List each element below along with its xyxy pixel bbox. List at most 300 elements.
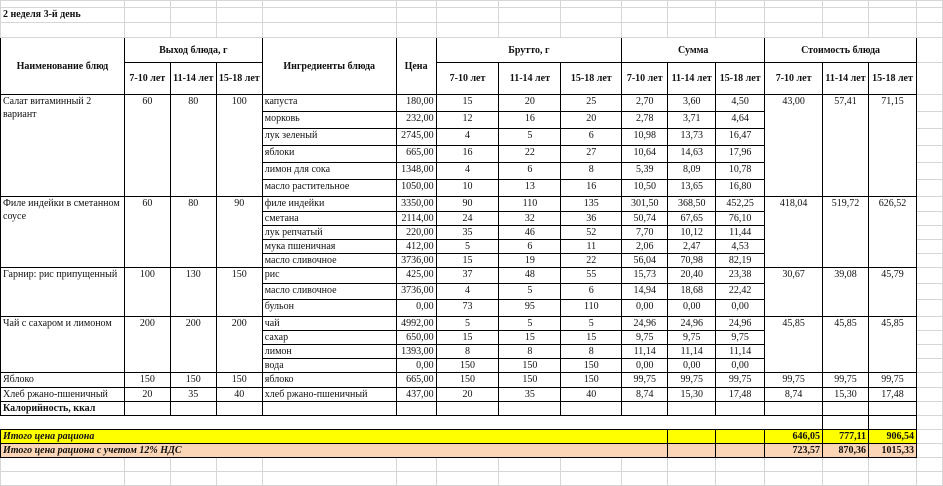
grid-cell xyxy=(869,1,917,8)
calories-cell[interactable] xyxy=(262,402,396,416)
ingredient-sum[interactable]: 10,50 xyxy=(622,180,668,197)
dish-yield[interactable]: 40 xyxy=(216,388,262,402)
ingredient-sum[interactable]: 10,64 xyxy=(622,146,668,163)
ingredient-price[interactable]: 2745,00 xyxy=(396,129,436,146)
ingredient-sum[interactable]: 13,73 xyxy=(668,129,716,146)
ingredient-price[interactable]: 3350,00 xyxy=(396,197,436,212)
ingredient-sum[interactable]: 17,96 xyxy=(716,146,765,163)
grid-cell xyxy=(216,8,262,23)
total-row-cell[interactable] xyxy=(716,430,765,444)
ingredient-brutto[interactable]: 12 xyxy=(436,112,499,129)
ingredient-brutto[interactable]: 11 xyxy=(561,240,622,254)
ingredient-brutto[interactable]: 8 xyxy=(436,345,499,359)
ingredient-price[interactable]: 1348,00 xyxy=(396,163,436,180)
ingredient-sum[interactable]: 13,65 xyxy=(668,180,716,197)
ingredient-sum[interactable]: 14,63 xyxy=(668,146,716,163)
ingredient-sum[interactable]: 5,39 xyxy=(622,163,668,180)
ingredient-brutto[interactable]: 5 xyxy=(499,129,561,146)
ingredient-name[interactable]: чай xyxy=(262,317,396,331)
ingredient-brutto[interactable]: 24 xyxy=(436,212,499,226)
ingredient-name[interactable]: лимон для сока xyxy=(262,163,396,180)
header-yield-age-1[interactable]: 11-14 лет xyxy=(170,63,216,95)
ingredient-name[interactable]: вода xyxy=(262,359,396,373)
dish-yield[interactable]: 80 xyxy=(170,197,216,268)
ingredient-brutto[interactable]: 150 xyxy=(561,373,622,388)
ingredient-price[interactable]: 220,00 xyxy=(396,226,436,240)
ingredient-name[interactable]: лук репчатый xyxy=(262,226,396,240)
total-row xyxy=(1,430,943,444)
ingredient-sum[interactable]: 452,25 xyxy=(716,197,765,212)
calories-cell[interactable] xyxy=(823,402,869,416)
ingredient-sum[interactable]: 301,50 xyxy=(622,197,668,212)
ingredient-price[interactable]: 1050,00 xyxy=(396,180,436,197)
grid-cell xyxy=(1,472,125,486)
dish-cost[interactable]: 43,00 xyxy=(765,95,823,197)
dish-cost[interactable]: 45,85 xyxy=(869,317,917,373)
ingredient-price[interactable]: 0,00 xyxy=(396,359,436,373)
ingredient-sum[interactable]: 3,71 xyxy=(668,112,716,129)
ingredient-sum[interactable]: 3,60 xyxy=(668,95,716,112)
total-vat-row-value[interactable]: 1015,33 xyxy=(869,444,917,458)
ingredient-sum[interactable]: 10,78 xyxy=(716,163,765,180)
ingredient-name[interactable]: хлеб ржано-пшеничный xyxy=(262,388,396,402)
ingredient-sum[interactable]: 7,70 xyxy=(622,226,668,240)
ingredient-brutto[interactable]: 22 xyxy=(499,146,561,163)
grid-cell xyxy=(917,472,943,486)
ingredient-brutto[interactable]: 13 xyxy=(499,180,561,197)
grid-cell xyxy=(917,359,943,373)
grid-cell xyxy=(917,63,943,95)
header-yield-age-2[interactable]: 15-18 лет xyxy=(216,63,262,95)
dish-name[interactable]: Чай с сахаром и лимоном xyxy=(1,317,125,373)
ingredient-brutto[interactable]: 8 xyxy=(499,345,561,359)
grid-cell xyxy=(869,472,917,486)
grid-cell xyxy=(499,8,561,23)
ingredient-name[interactable]: рис xyxy=(262,268,396,284)
calories-cell[interactable] xyxy=(396,402,436,416)
ingredient-sum[interactable]: 76,10 xyxy=(716,212,765,226)
ingredient-name[interactable]: лимон xyxy=(262,345,396,359)
ingredient-brutto[interactable]: 110 xyxy=(499,197,561,212)
ingredient-sum[interactable]: 16,47 xyxy=(716,129,765,146)
ingredient-brutto[interactable]: 4 xyxy=(436,284,499,300)
ingredient-brutto[interactable]: 150 xyxy=(499,359,561,373)
total-row-label[interactable]: Итого цена рациона xyxy=(1,430,668,444)
ingredient-sum[interactable]: 2,70 xyxy=(622,95,668,112)
ingredient-sum[interactable]: 11,44 xyxy=(716,226,765,240)
dish-yield[interactable]: 100 xyxy=(124,268,170,317)
ingredient-sum[interactable]: 9,75 xyxy=(668,331,716,345)
ingredient-brutto[interactable]: 90 xyxy=(436,197,499,212)
total-vat-row-cell[interactable] xyxy=(668,444,716,458)
ingredient-sum[interactable]: 56,04 xyxy=(622,254,668,268)
dish-name[interactable]: Яблоко xyxy=(1,373,125,388)
ingredient-sum[interactable]: 50,74 xyxy=(622,212,668,226)
ingredient-brutto[interactable]: 5 xyxy=(436,317,499,331)
grid-cell xyxy=(262,1,396,8)
header-ingredients[interactable]: Ингредиенты блюда xyxy=(262,38,396,95)
table-row xyxy=(1,373,943,388)
dish-cost[interactable]: 8,74 xyxy=(765,388,823,402)
dish-yield[interactable]: 35 xyxy=(170,388,216,402)
ingredient-brutto[interactable]: 6 xyxy=(499,163,561,180)
ingredient-name[interactable]: филе индейки xyxy=(262,197,396,212)
ingredient-price[interactable]: 1393,00 xyxy=(396,345,436,359)
ingredient-sum[interactable]: 2,06 xyxy=(622,240,668,254)
dish-yield[interactable]: 150 xyxy=(216,373,262,388)
grid-cell xyxy=(765,8,823,23)
grid-cell xyxy=(917,331,943,345)
header-sum-age-1[interactable]: 11-14 лет xyxy=(668,63,716,95)
ingredient-name[interactable]: масло растительное xyxy=(262,180,396,197)
ingredient-price[interactable]: 425,00 xyxy=(396,268,436,284)
ingredient-name[interactable]: мука пшеничная xyxy=(262,240,396,254)
header-cost-age-0[interactable]: 7-10 лет xyxy=(765,63,823,95)
dish-yield[interactable]: 200 xyxy=(124,317,170,373)
ingredient-brutto[interactable]: 55 xyxy=(561,268,622,284)
ingredient-brutto[interactable]: 135 xyxy=(561,197,622,212)
grid-cell xyxy=(917,345,943,359)
grid-cell xyxy=(216,23,262,38)
ingredient-brutto[interactable]: 5 xyxy=(499,284,561,300)
ingredient-sum[interactable]: 2,47 xyxy=(668,240,716,254)
calories-cell[interactable] xyxy=(499,402,561,416)
ingredient-sum[interactable]: 15,73 xyxy=(622,268,668,284)
ingredient-sum[interactable]: 0,00 xyxy=(668,359,716,373)
calories-cell[interactable] xyxy=(124,402,170,416)
ingredient-brutto[interactable]: 15 xyxy=(436,254,499,268)
dish-cost[interactable]: 57,41 xyxy=(823,95,869,197)
ingredient-brutto[interactable]: 5 xyxy=(499,317,561,331)
blank-cell xyxy=(823,416,869,430)
ingredient-price[interactable]: 665,00 xyxy=(396,146,436,163)
ingredient-sum[interactable]: 22,42 xyxy=(716,284,765,300)
dish-cost[interactable]: 45,79 xyxy=(869,268,917,317)
dish-cost[interactable]: 99,75 xyxy=(823,373,869,388)
ingredient-price[interactable]: 665,00 xyxy=(396,373,436,388)
ingredient-sum[interactable]: 10,98 xyxy=(622,129,668,146)
ingredient-name[interactable]: яблоки xyxy=(262,146,396,163)
header-cost[interactable]: Стоимость блюда xyxy=(765,38,917,63)
ingredient-brutto[interactable]: 15 xyxy=(561,331,622,345)
ingredient-brutto[interactable]: 150 xyxy=(436,373,499,388)
ingredient-brutto[interactable]: 73 xyxy=(436,300,499,317)
ingredient-sum[interactable]: 0,00 xyxy=(716,359,765,373)
header-dish-name[interactable]: Наименование блюд xyxy=(1,38,125,95)
ingredient-sum[interactable]: 11,14 xyxy=(668,345,716,359)
dish-yield[interactable]: 60 xyxy=(124,95,170,197)
sheet-title[interactable]: 2 неделя 3-й день xyxy=(1,8,125,23)
ingredient-name[interactable]: лук зеленый xyxy=(262,129,396,146)
ingredient-sum[interactable]: 15,30 xyxy=(668,388,716,402)
grid-cell xyxy=(917,317,943,331)
grid-cell xyxy=(124,1,170,8)
ingredient-brutto[interactable]: 20 xyxy=(499,95,561,112)
ingredient-brutto[interactable]: 150 xyxy=(499,373,561,388)
total-vat-row-label[interactable]: Итого цена рациона с учетом 12% НДС xyxy=(1,444,668,458)
dish-cost[interactable]: 30,67 xyxy=(765,268,823,317)
ingredient-brutto[interactable]: 4 xyxy=(436,163,499,180)
ingredient-brutto[interactable]: 15 xyxy=(436,331,499,345)
ingredient-sum[interactable]: 17,48 xyxy=(716,388,765,402)
grid-cell xyxy=(823,8,869,23)
ingredient-brutto[interactable]: 16 xyxy=(436,146,499,163)
dish-yield[interactable]: 150 xyxy=(124,373,170,388)
dish-cost[interactable]: 519,72 xyxy=(823,197,869,268)
grid-cell xyxy=(917,226,943,240)
calories-cell[interactable] xyxy=(170,402,216,416)
header-yield-age-0[interactable]: 7-10 лет xyxy=(124,63,170,95)
calories-label[interactable]: Калорийность, ккал xyxy=(1,402,125,416)
ingredient-brutto[interactable]: 19 xyxy=(499,254,561,268)
ingredient-sum[interactable]: 4,53 xyxy=(716,240,765,254)
ingredient-name[interactable]: масло сливочное xyxy=(262,284,396,300)
ingredient-name[interactable]: масло сливочное xyxy=(262,254,396,268)
calories-cell[interactable] xyxy=(668,402,716,416)
grid-cell xyxy=(1,23,125,38)
ingredient-brutto[interactable]: 40 xyxy=(561,388,622,402)
dish-yield[interactable]: 60 xyxy=(124,197,170,268)
ingredient-name[interactable]: капуста xyxy=(262,95,396,112)
header-cost-age-2[interactable]: 15-18 лет xyxy=(869,63,917,95)
grid-cell xyxy=(436,8,499,23)
ingredient-sum[interactable]: 20,40 xyxy=(668,268,716,284)
dish-cost[interactable]: 418,04 xyxy=(765,197,823,268)
ingredient-sum[interactable]: 2,78 xyxy=(622,112,668,129)
grid-cell xyxy=(170,23,216,38)
calories-cell[interactable] xyxy=(216,402,262,416)
header-row-1 xyxy=(1,38,943,63)
header-brutto[interactable]: Брутто, г xyxy=(436,38,622,63)
ingredient-sum[interactable]: 368,50 xyxy=(668,197,716,212)
ingredient-brutto[interactable]: 32 xyxy=(499,212,561,226)
dish-yield[interactable]: 200 xyxy=(170,317,216,373)
ingredient-price[interactable]: 412,00 xyxy=(396,240,436,254)
dish-name[interactable]: Филе индейки в сметанном соусе xyxy=(1,197,125,268)
grid-cell xyxy=(917,268,943,284)
ingredient-price[interactable]: 437,00 xyxy=(396,388,436,402)
grid-cell xyxy=(765,472,823,486)
ingredient-sum[interactable]: 67,65 xyxy=(668,212,716,226)
header-row-2 xyxy=(1,63,943,95)
ingredient-sum[interactable]: 0,00 xyxy=(668,300,716,317)
ingredient-price[interactable]: 650,00 xyxy=(396,331,436,345)
ingredient-name[interactable]: сметана xyxy=(262,212,396,226)
dish-name[interactable]: Гарнир: рис припущенный xyxy=(1,268,125,317)
ingredient-sum[interactable]: 24,96 xyxy=(668,317,716,331)
dish-yield[interactable]: 90 xyxy=(216,197,262,268)
dish-cost[interactable]: 71,15 xyxy=(869,95,917,197)
dish-yield[interactable]: 200 xyxy=(216,317,262,373)
ingredient-sum[interactable]: 82,19 xyxy=(716,254,765,268)
dish-yield[interactable]: 100 xyxy=(216,95,262,197)
ingredient-brutto[interactable]: 150 xyxy=(561,359,622,373)
ingredient-brutto[interactable]: 95 xyxy=(499,300,561,317)
header-price[interactable]: Цена xyxy=(396,38,436,95)
grid-cell xyxy=(917,146,943,163)
ingredient-brutto[interactable]: 52 xyxy=(561,226,622,240)
ingredient-sum[interactable]: 11,14 xyxy=(622,345,668,359)
grid-cell xyxy=(499,1,561,8)
header-yield[interactable]: Выход блюда, г xyxy=(124,38,262,63)
grid-cell xyxy=(917,416,943,430)
calories-cell[interactable] xyxy=(622,402,668,416)
ingredient-sum[interactable]: 23,38 xyxy=(716,268,765,284)
ingredient-sum[interactable]: 10,12 xyxy=(668,226,716,240)
ingredient-brutto[interactable]: 8 xyxy=(561,163,622,180)
ingredient-sum[interactable]: 99,75 xyxy=(716,373,765,388)
ingredient-brutto[interactable]: 6 xyxy=(499,240,561,254)
calories-cell[interactable] xyxy=(869,402,917,416)
ingredient-brutto[interactable]: 5 xyxy=(436,240,499,254)
header-sum-age-2[interactable]: 15-18 лет xyxy=(716,63,765,95)
grid-cell xyxy=(917,444,943,458)
ingredient-sum[interactable]: 0,00 xyxy=(716,300,765,317)
header-cost-age-1[interactable]: 11-14 лет xyxy=(823,63,869,95)
ingredient-sum[interactable]: 9,75 xyxy=(716,331,765,345)
dish-cost[interactable]: 17,48 xyxy=(869,388,917,402)
grid-cell xyxy=(499,23,561,38)
calories-cell[interactable] xyxy=(561,402,622,416)
ingredient-sum[interactable]: 0,00 xyxy=(622,359,668,373)
ingredient-sum[interactable]: 16,80 xyxy=(716,180,765,197)
ingredient-sum[interactable]: 99,75 xyxy=(622,373,668,388)
ingredient-brutto[interactable]: 36 xyxy=(561,212,622,226)
grid-cell xyxy=(436,1,499,8)
ingredient-price[interactable]: 180,00 xyxy=(396,95,436,112)
grid-cell xyxy=(668,8,716,23)
ingredient-brutto[interactable]: 15 xyxy=(436,95,499,112)
ingredient-price[interactable]: 3736,00 xyxy=(396,284,436,300)
dish-name[interactable]: Салат витаминный 2 вариант xyxy=(1,95,125,197)
header-brutto-age-2[interactable]: 15-18 лет xyxy=(561,63,622,95)
ingredient-sum[interactable]: 99,75 xyxy=(668,373,716,388)
ingredient-brutto[interactable]: 35 xyxy=(436,226,499,240)
calories-cell[interactable] xyxy=(765,402,823,416)
ingredient-brutto[interactable]: 150 xyxy=(436,359,499,373)
ingredient-name[interactable]: морковь xyxy=(262,112,396,129)
ingredient-brutto[interactable]: 37 xyxy=(436,268,499,284)
dish-cost[interactable]: 45,85 xyxy=(823,317,869,373)
dish-name[interactable]: Хлеб ржано-пшеничный xyxy=(1,388,125,402)
grid-cell xyxy=(436,23,499,38)
grid-cell xyxy=(170,1,216,8)
dish-yield[interactable]: 80 xyxy=(170,95,216,197)
ingredient-brutto[interactable]: 15 xyxy=(499,331,561,345)
ingredient-brutto[interactable]: 20 xyxy=(436,388,499,402)
empty-row xyxy=(1,23,943,38)
ingredient-brutto[interactable]: 48 xyxy=(499,268,561,284)
total-vat-row-value[interactable]: 723,57 xyxy=(765,444,823,458)
dish-cost[interactable]: 99,75 xyxy=(765,373,823,388)
ingredient-brutto[interactable]: 46 xyxy=(499,226,561,240)
dish-yield[interactable]: 130 xyxy=(170,268,216,317)
ingredient-brutto[interactable]: 5 xyxy=(561,317,622,331)
grid-cell xyxy=(917,38,943,63)
ingredient-sum[interactable]: 24,96 xyxy=(622,317,668,331)
dish-yield[interactable]: 150 xyxy=(170,373,216,388)
ingredient-brutto[interactable]: 35 xyxy=(499,388,561,402)
ingredient-price[interactable]: 2114,00 xyxy=(396,212,436,226)
grid-cell xyxy=(917,300,943,317)
ingredient-name[interactable]: сахар xyxy=(262,331,396,345)
ingredient-brutto[interactable]: 8 xyxy=(561,345,622,359)
ingredient-price[interactable]: 4992,00 xyxy=(396,317,436,331)
dish-cost[interactable]: 99,75 xyxy=(869,373,917,388)
ingredient-brutto[interactable]: 25 xyxy=(561,95,622,112)
ingredient-price[interactable]: 0,00 xyxy=(396,300,436,317)
ingredient-brutto[interactable]: 4 xyxy=(436,129,499,146)
table-row xyxy=(1,268,943,284)
header-sum-age-0[interactable]: 7-10 лет xyxy=(622,63,668,95)
ingredient-brutto[interactable]: 22 xyxy=(561,254,622,268)
ingredient-sum[interactable]: 11,14 xyxy=(716,345,765,359)
ingredient-brutto[interactable]: 6 xyxy=(561,129,622,146)
ingredient-sum[interactable]: 18,68 xyxy=(668,284,716,300)
dish-cost[interactable]: 39,08 xyxy=(823,268,869,317)
ingredient-brutto[interactable]: 6 xyxy=(561,284,622,300)
total-row-value[interactable]: 646,05 xyxy=(765,430,823,444)
ingredient-sum[interactable]: 4,50 xyxy=(716,95,765,112)
grid-cell xyxy=(917,95,943,112)
grid-cell xyxy=(823,23,869,38)
grid-cell xyxy=(917,180,943,197)
ingredient-sum[interactable]: 0,00 xyxy=(622,300,668,317)
ingredient-brutto[interactable]: 110 xyxy=(561,300,622,317)
header-brutto-age-1[interactable]: 11-14 лет xyxy=(499,63,561,95)
ingredient-sum[interactable]: 8,74 xyxy=(622,388,668,402)
calories-cell[interactable] xyxy=(436,402,499,416)
ingredient-price[interactable]: 232,00 xyxy=(396,112,436,129)
grid-cell xyxy=(716,23,765,38)
grid-cell xyxy=(716,472,765,486)
total-row-cell[interactable] xyxy=(668,430,716,444)
ingredient-sum[interactable]: 70,98 xyxy=(668,254,716,268)
ingredient-brutto[interactable]: 10 xyxy=(436,180,499,197)
ingredient-sum[interactable]: 4,64 xyxy=(716,112,765,129)
ingredient-name[interactable]: яблоко xyxy=(262,373,396,388)
dish-cost[interactable]: 15,30 xyxy=(823,388,869,402)
grid-cell xyxy=(917,1,943,8)
total-row-value[interactable]: 777,11 xyxy=(823,430,869,444)
grid-cell xyxy=(262,472,396,486)
header-sum[interactable]: Сумма xyxy=(622,38,765,63)
grid-cell xyxy=(170,472,216,486)
total-vat-row-cell[interactable] xyxy=(716,444,765,458)
dish-cost[interactable]: 626,52 xyxy=(869,197,917,268)
ingredient-price[interactable]: 3736,00 xyxy=(396,254,436,268)
ingredient-sum[interactable]: 9,75 xyxy=(622,331,668,345)
ingredient-brutto[interactable]: 20 xyxy=(561,112,622,129)
grid-cell xyxy=(622,1,668,8)
dish-yield[interactable]: 20 xyxy=(124,388,170,402)
ingredient-sum[interactable]: 24,96 xyxy=(716,317,765,331)
ingredient-sum[interactable]: 14,94 xyxy=(622,284,668,300)
ingredient-sum[interactable]: 8,09 xyxy=(668,163,716,180)
ingredient-brutto[interactable]: 27 xyxy=(561,146,622,163)
header-brutto-age-0[interactable]: 7-10 лет xyxy=(436,63,499,95)
ingredient-brutto[interactable]: 16 xyxy=(561,180,622,197)
ingredient-name[interactable]: бульон xyxy=(262,300,396,317)
dish-cost[interactable]: 45,85 xyxy=(765,317,823,373)
total-vat-row-value[interactable]: 870,36 xyxy=(823,444,869,458)
grid-cell xyxy=(124,472,170,486)
total-row-value[interactable]: 906,54 xyxy=(869,430,917,444)
grid-cell xyxy=(499,472,561,486)
dish-yield[interactable]: 150 xyxy=(216,268,262,317)
ingredient-brutto[interactable]: 16 xyxy=(499,112,561,129)
calories-cell[interactable] xyxy=(716,402,765,416)
